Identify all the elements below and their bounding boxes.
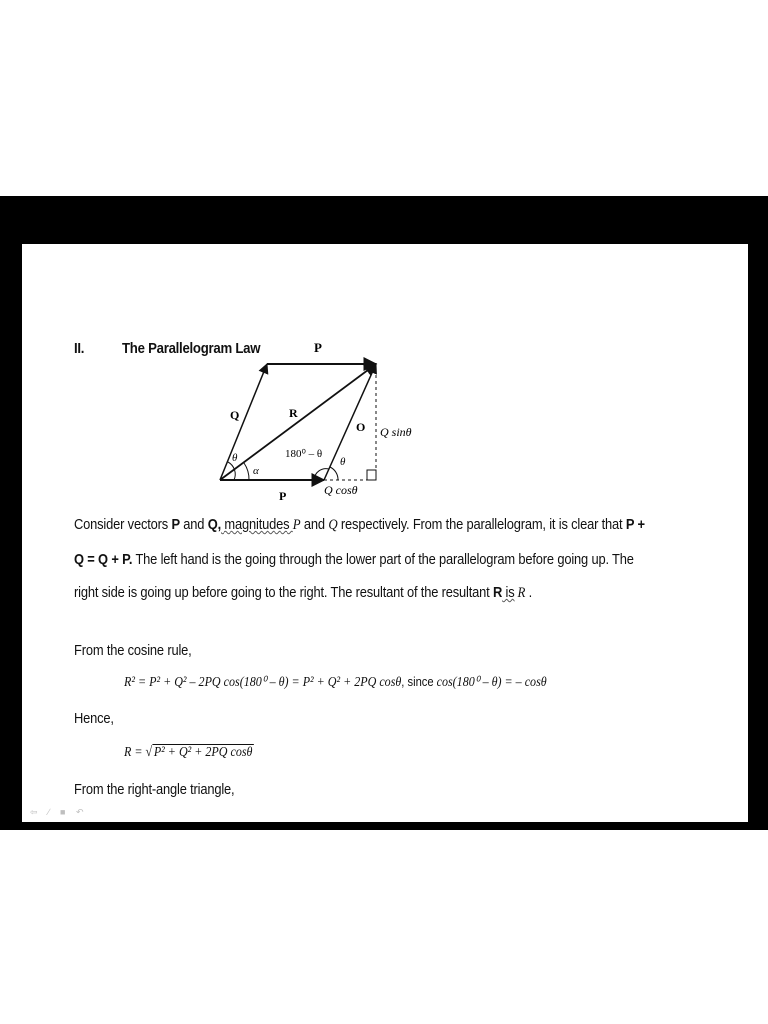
text-fragment: . <box>525 584 533 601</box>
magnitude-p: P <box>292 517 301 533</box>
equation-radicand: P² + Q² + 2PQ cosθ <box>153 745 253 760</box>
text-fragment: and <box>300 516 329 533</box>
angle-arc-theta-right <box>330 467 338 480</box>
section-number: II. <box>74 340 85 357</box>
slide-nav-icons[interactable]: ⇦ ∕ ■ ↶ <box>30 807 88 817</box>
label-r: R <box>289 406 298 420</box>
vector-q-right <box>324 364 376 480</box>
label-180-theta: 180⁰ – θ <box>285 448 323 460</box>
text-fragment: , since <box>401 674 434 689</box>
label-p-top: P <box>314 340 322 355</box>
label-q-cos: Q cosθ <box>324 483 358 497</box>
equation-main: R² = P² + Q² – 2PQ cos(180⁰ – θ) = P² + Q² + 2PQ cosθ <box>124 675 402 690</box>
body-line-3 <box>74 584 532 602</box>
text-fragment: respectively. From the parallelogram, it is clear that <box>337 516 626 533</box>
equation-cosine-rule <box>124 674 547 691</box>
text-fragment: Consider vectors <box>74 516 172 533</box>
magnitude-r: R <box>514 585 526 601</box>
body-line-2 <box>74 551 634 568</box>
equation-lhs: R = <box>124 745 146 760</box>
section-title: The Parallelogram Law <box>122 340 261 357</box>
label-o: O <box>356 420 366 434</box>
text-fragment: magnitudes <box>221 516 293 533</box>
right-angle-marker <box>367 470 376 480</box>
body-line-1 <box>74 516 645 534</box>
label-theta-right: θ <box>340 456 346 468</box>
label-q: Q <box>230 408 240 422</box>
slide-page <box>22 244 748 822</box>
right-angle-intro: From the right-angle triangle, <box>74 781 235 798</box>
text-fragment: The left hand is the going through the lower part of the parallelogram before going up. The <box>132 551 634 568</box>
magnitude-q: Q <box>328 517 338 533</box>
vector-q-bold: Q, <box>207 516 222 533</box>
parallelogram-diagram <box>22 244 748 514</box>
commutative-statement: Q = Q + P. <box>74 551 133 568</box>
label-q-sin: Q sinθ <box>380 425 412 439</box>
label-theta-left: θ <box>232 452 238 464</box>
label-p-bottom: P <box>279 489 287 503</box>
text-fragment: is <box>502 584 515 601</box>
cosine-rule-intro: From the cosine rule, <box>74 642 192 659</box>
label-alpha: α <box>253 465 259 477</box>
vector-r-bold: R <box>492 584 503 601</box>
angle-arc-alpha <box>244 463 249 480</box>
equation-resultant: R = √ P² + Q² + 2PQ cosθ <box>124 745 253 760</box>
text-fragment: and <box>179 516 208 533</box>
vector-p-bold: P <box>171 516 180 533</box>
equation-identity: cos(180⁰ – θ) = – cosθ <box>433 675 547 690</box>
hence-label: Hence, <box>74 710 114 727</box>
text-fragment: right side is going up before going to the right. The resultant of the resultant <box>74 584 493 601</box>
slide-frame <box>0 196 768 830</box>
vector-p-plus: P + <box>625 516 645 533</box>
